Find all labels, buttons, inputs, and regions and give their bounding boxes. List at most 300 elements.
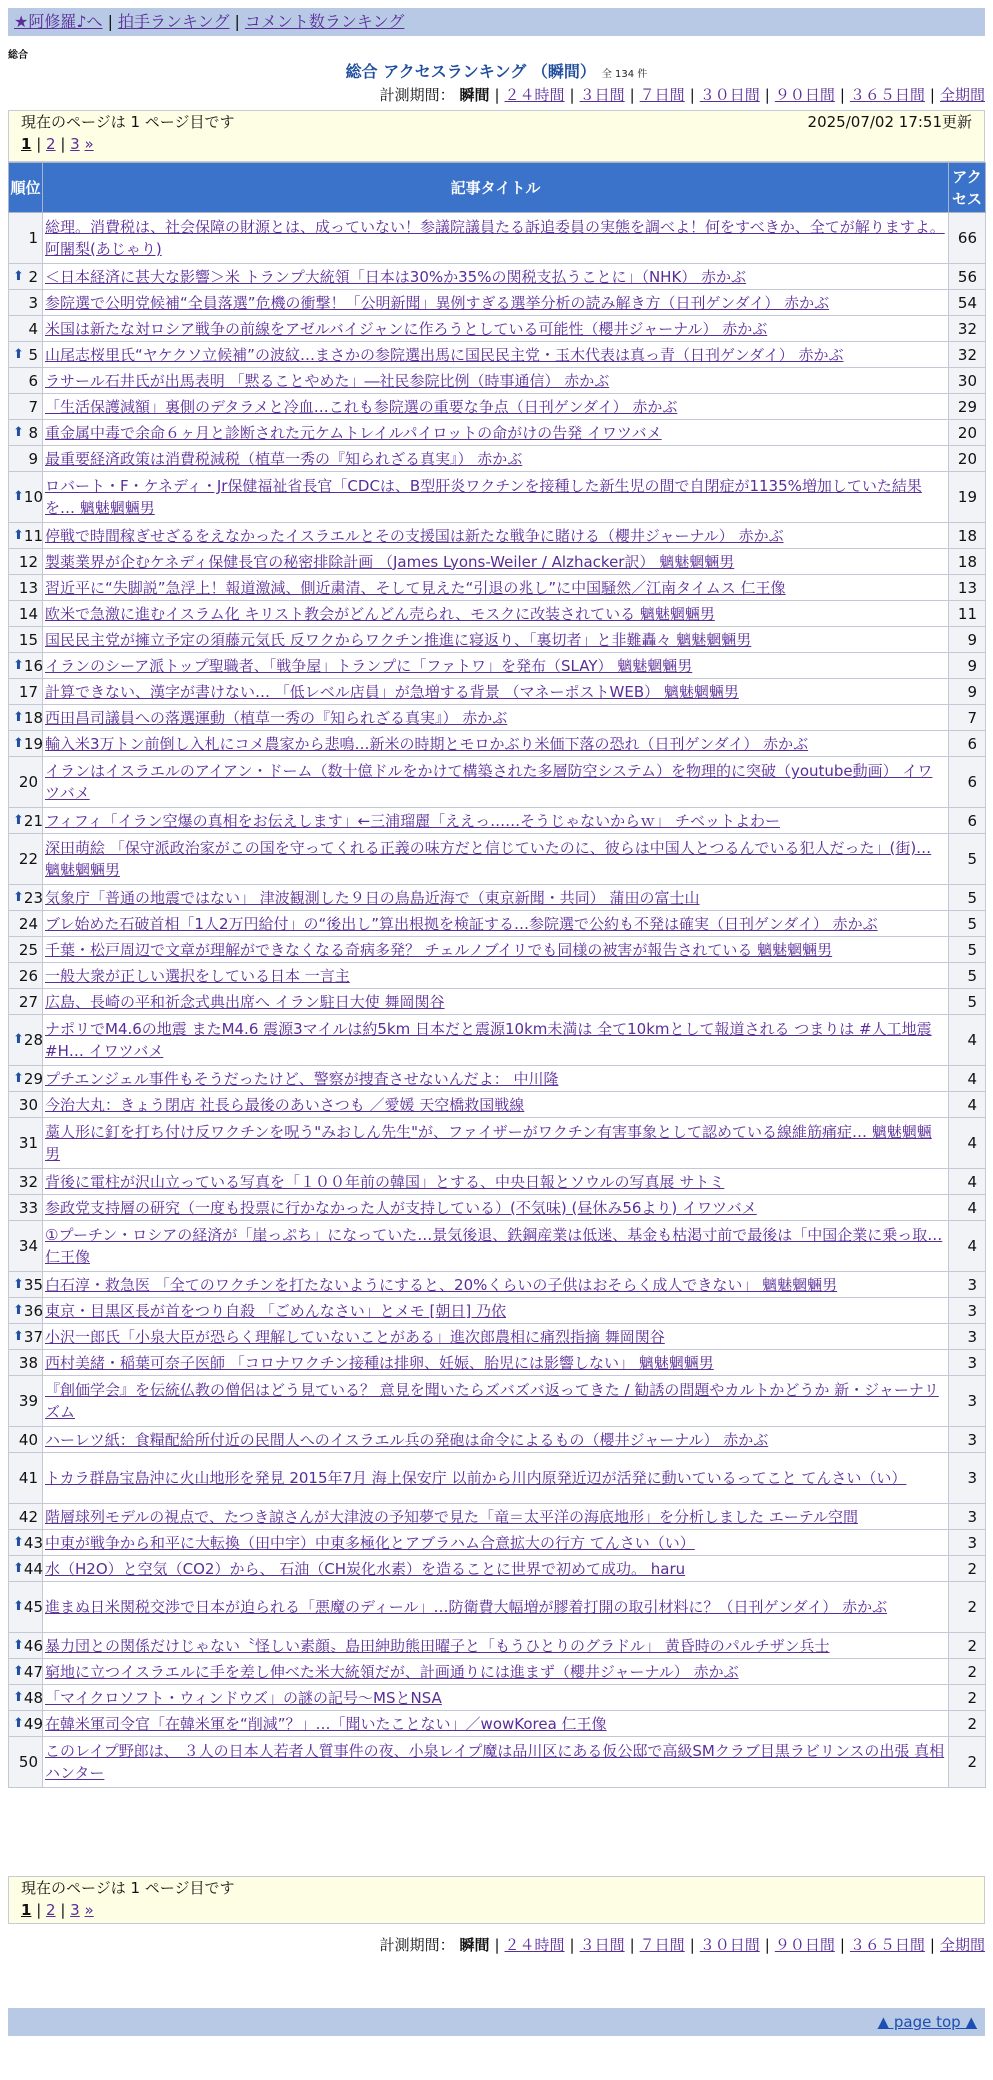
access-count: 2: [949, 1659, 986, 1685]
article-title-link[interactable]: 千葉・松戸周辺で文章が理解ができなくなる奇病多発？ チェルノブイリでも同様の被害が報告されている 魑魅魍魎男: [45, 940, 833, 959]
access-count: 3: [949, 1298, 986, 1324]
table-row: [9, 1066, 986, 1092]
rank-up-arrow-icon: ⬆: [13, 1070, 24, 1086]
article-title-link[interactable]: 『創価学会』を伝統仏教の僧侶はどう見ている？ 意見を聞いたらズバズバ返ってきた / 勧誘の問題やカルトかどうか 新・ジャーナリズム: [45, 1381, 939, 1421]
title-cell: [43, 1350, 949, 1376]
rank-number: 38: [18, 1353, 38, 1372]
rank-number: 49: [23, 1714, 43, 1733]
table-row: [9, 523, 986, 549]
access-count: 6: [949, 808, 986, 834]
access-count: 66: [949, 213, 986, 264]
updated-timestamp: 2025/07/02 17:51更新: [807, 113, 972, 131]
period-link-365d[interactable]: ３６５日間: [849, 86, 925, 104]
access-count: 2: [949, 1685, 986, 1711]
page-info-top: [8, 110, 985, 162]
table-row: [9, 1195, 986, 1221]
rank-cell: [9, 757, 43, 808]
title-cell: [43, 1685, 949, 1711]
title-cell: [43, 1556, 949, 1582]
title-cell: [43, 1530, 949, 1556]
rank-cell: [9, 523, 43, 549]
rank-number: 29: [23, 1069, 43, 1088]
title-cell: [43, 911, 949, 937]
table-row: [9, 1582, 986, 1633]
table-row: [9, 1737, 986, 1788]
article-title-link[interactable]: 参政党支持層の研究（一度も投票に行かなかった人が支持している）(不気味) (昼休み56より) イワツバメ: [45, 1198, 757, 1217]
article-title-link[interactable]: トカラ群島宝島沖に火山地形を発見 2015年7月 海上保安庁 以前から川内原発近辺が活発に動いているってこと てんさい（い）: [45, 1469, 907, 1487]
article-title-link[interactable]: 進まぬ日米関税交渉で日本が迫られる「悪魔のディール」…防衛費大幅増が膠着打開の取引材料に？（日刊ゲンダイ） 赤かぶ: [45, 1598, 888, 1616]
rank-cell: [9, 1504, 43, 1530]
title-cell: [43, 601, 949, 627]
rank-up-arrow-icon: ⬆: [13, 346, 24, 362]
rank-cell: [9, 1659, 43, 1685]
rank-number: 9: [28, 449, 38, 468]
table-row: [9, 1015, 986, 1066]
table-row: [9, 446, 986, 472]
rank-number: 27: [18, 992, 38, 1011]
rank-number: 11: [23, 526, 43, 545]
table-row: [9, 342, 986, 368]
rank-up-arrow-icon: ⬆: [13, 1328, 24, 1344]
rank-cell: [9, 808, 43, 834]
rank-number: 44: [23, 1559, 43, 1578]
current-page-text: 現在のページは 1 ページ目です: [21, 113, 235, 131]
access-count: 3: [949, 1376, 986, 1427]
top-nav-bar: [8, 8, 985, 36]
table-row: [9, 885, 986, 911]
rank-up-arrow-icon: ⬆: [13, 1715, 24, 1731]
access-count: 30: [949, 368, 986, 394]
title-cell: [43, 1633, 949, 1659]
rank-cell: [9, 394, 43, 420]
table-row: [9, 290, 986, 316]
table-row: [9, 1530, 986, 1556]
rank-cell: [9, 1711, 43, 1737]
article-title-link[interactable]: 小沢一郎氏「小泉大臣が恐らく理解していないことがある」進次郎農相に痛烈指摘 舞岡関谷: [45, 1327, 665, 1346]
access-count: 20: [949, 420, 986, 446]
nav-link-applause-ranking[interactable]: 拍手ランキング: [117, 12, 230, 31]
table-row: [9, 549, 986, 575]
access-count: 2: [949, 1556, 986, 1582]
rank-cell: [9, 316, 43, 342]
rank-up-arrow-icon: ⬆: [13, 268, 24, 284]
period-selector-bottom: 計測期間： 瞬間 | ２４時間 | ３日間 | ７日間 | ３０日間 | ９０日間 | ３６５日間 | 全期間: [379, 1936, 985, 1954]
title-cell: [43, 705, 949, 731]
period-label: 計測期間：: [379, 86, 455, 104]
article-title-link[interactable]: 米国は新たな対ロシア戦争の前線をアゼルバイジャンに作ろうとしている可能性（櫻井ジャーナル） 赤かぶ: [45, 319, 768, 338]
article-title-link[interactable]: フィフィ「イラン空爆の真相をお伝えします」←三浦瑠麗「ええっ……そうじゃないからｗ」 チベットよわー: [45, 811, 780, 830]
period-link-24h[interactable]: ２４時間: [504, 86, 565, 104]
title-cell: [43, 1711, 949, 1737]
table-row: [9, 1118, 986, 1169]
rank-cell: [9, 989, 43, 1015]
page-current: 1: [21, 135, 32, 153]
article-title-link[interactable]: 一般大衆が正しい選択をしている日本 一言主: [45, 966, 350, 985]
rank-number: 45: [23, 1598, 43, 1616]
rank-number: 24: [18, 914, 38, 933]
article-title-link[interactable]: 白石淳・救急医 「全てのワクチンを打たないようにすると、20%くらいの子供はおそらく成人できない」 魑魅魍魎男: [45, 1275, 838, 1294]
rank-number: 36: [23, 1301, 43, 1320]
rank-cell: [9, 1633, 43, 1659]
article-title-link[interactable]: 気象庁「普通の地震ではない」 津波観測した９日の鳥島近海で（東京新聞・共同） 蒲田の富士山: [45, 888, 700, 907]
article-title-link[interactable]: イランのシーア派トップ聖職者、「戦争屋」トランプに「ファトワ」を発布（SLAY） 魑魅魍魎男: [45, 656, 693, 675]
rank-number: 43: [23, 1533, 43, 1552]
access-count: 6: [949, 731, 986, 757]
rank-number: 16: [23, 656, 43, 675]
rank-number: 1: [28, 229, 38, 247]
period-link-24h[interactable]: ２４時間: [504, 1936, 565, 1954]
access-count: 20: [949, 446, 986, 472]
rank-number: 33: [18, 1198, 38, 1217]
title-cell: [43, 575, 949, 601]
access-count: 9: [949, 627, 986, 653]
rank-up-arrow-icon: ⬆: [13, 889, 24, 905]
article-title-link[interactable]: 製薬業界が企むケネディ保健長官の秘密排除計画 （James Lyons-Weiler / Alzhacker訳） 魑魅魍魎男: [45, 552, 735, 571]
access-count: 5: [949, 885, 986, 911]
title-cell: [43, 963, 949, 989]
title-cell: [43, 549, 949, 575]
rank-cell: [9, 1272, 43, 1298]
access-count: 4: [949, 1221, 986, 1272]
access-count: 4: [949, 1195, 986, 1221]
article-title-link[interactable]: 水（H2O）と空気（CO2）から、 石油（CH炭化水素）を造ることに世界で初めて成功。 haru: [45, 1559, 686, 1578]
article-title-link[interactable]: ナポリでM4.6の地震 またM4.6 震源3マイルは約5km 日本だと震源10km未満は 全て10kmとして報道される つまりは #人工地震 #H… イワツバメ: [45, 1020, 932, 1060]
nav-separator: |: [234, 12, 240, 31]
article-title-link[interactable]: ＜日本経済に甚大な影響＞米 トランプ大統領「日本は30%か35%の関税支払うことに」（NHK） 赤かぶ: [45, 267, 747, 286]
rank-number: 6: [28, 371, 38, 390]
table-row: [9, 316, 986, 342]
table-row: [9, 1427, 986, 1453]
rank-cell: [9, 264, 43, 290]
access-count: 2: [949, 1711, 986, 1737]
table-row: [9, 213, 986, 264]
period-selector-top: 計測期間： 瞬間 | ２４時間 | ３日間 | ７日間 | ３０日間 | ９０日間 | ３６５日間 | 全期間: [379, 86, 985, 104]
rank-up-arrow-icon: ⬆: [13, 1560, 24, 1576]
article-title-link[interactable]: 「生活保護減額」裏側のデタラメと冷血…これも参院選の重要な争点（日刊ゲンダイ） 赤かぶ: [45, 397, 678, 416]
rank-number: 48: [23, 1688, 43, 1707]
col-header-title: 記事タイトル: [43, 163, 949, 213]
rank-number: 42: [18, 1507, 38, 1526]
article-title-link[interactable]: 暴力団との関係だけじゃない〝怪しい素顔〟島田紳助熊田曜子と「もうひとりのグラドル」 黄昏時のパルチザン兵士: [45, 1636, 830, 1655]
rank-cell: [9, 446, 43, 472]
page-link-3[interactable]: 3: [70, 1901, 80, 1919]
access-count: 11: [949, 601, 986, 627]
access-count: 4: [949, 1169, 986, 1195]
rank-number: 14: [18, 604, 38, 623]
ranking-table-container: [8, 162, 985, 1788]
rank-number: 30: [18, 1095, 38, 1114]
title-cell: [43, 1453, 949, 1504]
period-link-3d[interactable]: ３日間: [579, 1936, 625, 1954]
bottom-bar: [8, 2008, 985, 2036]
rank-up-arrow-icon: ⬆: [13, 527, 24, 543]
rank-cell: [9, 1350, 43, 1376]
article-title-link[interactable]: 輸入米3万トン前倒し入札にコメ農家から悲鳴…新米の時期とモロかぶり米価下落の恐れ（日刊ゲンダイ） 赤かぶ: [45, 734, 809, 753]
period-link-90d[interactable]: ９０日間: [774, 86, 835, 104]
rank-cell: [9, 1066, 43, 1092]
rank-number: 4: [28, 319, 38, 338]
rank-number: 2: [28, 267, 38, 286]
rank-cell: [9, 1530, 43, 1556]
article-title-link[interactable]: 総理。消費税は、社会保障の財源とは、成っていない！参議院議員たる訴追委員の実態を調べよ！何をすべきか、全てが解りますよ。 阿闍梨(あじゃり): [45, 218, 945, 258]
access-count: 4: [949, 1118, 986, 1169]
table-row: [9, 420, 986, 446]
access-count: 2: [949, 1737, 986, 1788]
rank-cell: [9, 963, 43, 989]
rank-cell: [9, 937, 43, 963]
rank-up-arrow-icon: ⬆: [13, 657, 24, 673]
table-row: [9, 1659, 986, 1685]
rank-cell: [9, 1169, 43, 1195]
access-count: 9: [949, 653, 986, 679]
article-title-link[interactable]: ①プーチン・ロシアの経済が「崖っぷち」になっていた…景気後退、鉄鋼産業は低迷、基金も枯渇寸前で最後は「中国企業に乗っ取… 仁王像: [45, 1226, 943, 1266]
page-next-link[interactable]: »: [84, 1901, 94, 1919]
access-count: 29: [949, 394, 986, 420]
title-cell: [43, 1582, 949, 1633]
title-cell: [43, 394, 949, 420]
rank-cell: [9, 549, 43, 575]
period-link-365d[interactable]: ３６５日間: [849, 1936, 925, 1954]
access-count: 2: [949, 1582, 986, 1633]
access-count: 3: [949, 1453, 986, 1504]
period-current: 瞬間: [459, 86, 490, 104]
rank-cell: [9, 601, 43, 627]
table-row: [9, 679, 986, 705]
access-count: 32: [949, 342, 986, 368]
rank-number: 50: [18, 1753, 38, 1771]
current-page-text: 現在のページは 1 ページ目です: [21, 1879, 235, 1897]
access-count: 5: [949, 963, 986, 989]
rank-number: 47: [23, 1662, 43, 1681]
title-cell: [43, 1221, 949, 1272]
title-cell: [43, 1195, 949, 1221]
rank-number: 5: [28, 345, 38, 364]
page-link-2[interactable]: 2: [46, 1901, 56, 1919]
article-title-link[interactable]: 窮地に立つイスラエルに手を差し伸べた米大統領だが、計画通りには進まず（櫻井ジャーナル） 赤かぶ: [45, 1662, 739, 1681]
title-cell: [43, 937, 949, 963]
article-title-link[interactable]: ハーレツ紙：食糧配給所付近の民間人へのイスラエル兵の発砲は命令によるもの（櫻井ジャーナル） 赤かぶ: [45, 1430, 769, 1449]
rank-number: 19: [23, 734, 43, 753]
rank-cell: [9, 885, 43, 911]
article-title-link[interactable]: ブレ始めた石破首相「1人2万円給付」の“後出し”算出根拠を検証する…参院選で公約も不発は確実（日刊ゲンダイ） 赤かぶ: [45, 914, 878, 933]
rank-number: 32: [18, 1172, 38, 1191]
title-cell: [43, 1092, 949, 1118]
article-title-link[interactable]: 国民民主党が擁立予定の須藤元気氏 反ワクからワクチン推進に寝返り、「裏切者」と非難轟々 魑魅魍魎男: [45, 630, 752, 649]
table-row: [9, 757, 986, 808]
title-cell: [43, 1659, 949, 1685]
title-cell: [43, 1427, 949, 1453]
article-title-link[interactable]: 広島、長崎の平和祈念式典出席へ イラン駐日大使 舞岡関谷: [45, 992, 445, 1011]
rank-cell: [9, 1376, 43, 1427]
rank-cell: [9, 1582, 43, 1633]
rank-number: 34: [18, 1237, 38, 1255]
access-count: 5: [949, 989, 986, 1015]
period-link-all[interactable]: 全期間: [939, 86, 985, 104]
page-title: [0, 62, 993, 85]
access-count: 3: [949, 1530, 986, 1556]
article-title-link[interactable]: 最重要経済政策は消費税減税（植草一秀の『知られざる真実』） 赤かぶ: [45, 449, 523, 468]
article-title-link[interactable]: 在韓米軍司令官「在韓米軍を“削減”？」…「聞いたことない」／wowKorea 仁王像: [45, 1714, 607, 1733]
article-title-link[interactable]: 東京・目黒区長が首をつり自殺 「ごめんなさい」とメモ [朝日] 乃依: [45, 1301, 507, 1320]
rank-cell: [9, 472, 43, 523]
article-title-link[interactable]: 参院選で公明党候補“全員落選”危機の衝撃！「公明新聞」異例すぎる選挙分析の読み解き方（日刊ゲンダイ） 赤かぶ: [45, 293, 830, 312]
access-count: 18: [949, 523, 986, 549]
title-cell: [43, 885, 949, 911]
rank-up-arrow-icon: ⬆: [13, 709, 24, 725]
rank-cell: [9, 213, 43, 264]
article-title-link[interactable]: 重金属中毒で余命６ヶ月と診断された元ケムトレイルパイロットの命がけの告発 イワツバメ: [45, 423, 662, 442]
article-title-link[interactable]: 西村美緒・稲葉可奈子医師 「コロナワクチン接種は排卵、妊娠、胎児には影響しない」 魑魅魍魎男: [45, 1353, 714, 1372]
access-count: 13: [949, 575, 986, 601]
table-row: [9, 1685, 986, 1711]
article-title-link[interactable]: このレイプ野郎は、 ３人の日本人若者人質事件の夜、小泉レイプ魔は品川区にある仮公邸で高級SMクラブ目黒ラビリンスの出張 真相ハンター: [45, 1742, 945, 1782]
table-row: [9, 472, 986, 523]
article-title-link[interactable]: ラサール石井氏が出馬表明 「黙ることやめた」―社民参院比例（時事通信） 赤かぶ: [45, 371, 610, 390]
ranking-table: [8, 162, 986, 1788]
table-row: [9, 1272, 986, 1298]
article-title-link[interactable]: 欧米で急激に進むイスラム化 キリスト教会がどんどん売られ、モスクに改装されている 魑魅魍魎男: [45, 604, 715, 623]
title-cell: [43, 834, 949, 885]
access-count: 9: [949, 679, 986, 705]
title-cell: [43, 446, 949, 472]
table-row: [9, 808, 986, 834]
table-row: [9, 1350, 986, 1376]
period-link-all[interactable]: 全期間: [939, 1936, 985, 1954]
title-cell: [43, 213, 949, 264]
access-count: 6: [949, 757, 986, 808]
rank-cell: [9, 342, 43, 368]
rank-number: 21: [23, 811, 43, 830]
page-link-2[interactable]: 2: [46, 135, 56, 153]
article-title-link[interactable]: 中東が戦争から和平に大転換（田中宇）中東多極化とアブラハム合意拡大の行方 てんさい（い）: [45, 1533, 695, 1552]
page-title-text: 総合 アクセスランキング （瞬間）: [345, 62, 596, 81]
total-count: 全 134 件: [601, 69, 648, 80]
table-row: [9, 1221, 986, 1272]
period-link-30d[interactable]: ３０日間: [699, 86, 760, 104]
rank-number: 12: [18, 552, 38, 571]
access-count: 5: [949, 834, 986, 885]
title-cell: [43, 368, 949, 394]
article-title-link[interactable]: ロバート・F・ケネディ・Jr保健福祉省長官「CDCは、B型肝炎ワクチンを接種した新生児の間で自閉症が1135%増加していた結果を… 魑魅魍魎男: [45, 477, 922, 517]
table-row: [9, 575, 986, 601]
title-cell: [43, 264, 949, 290]
article-title-link[interactable]: 「マイクロソフト・ウィンドウズ」の謎の記号〜MSとNSA: [45, 1688, 442, 1707]
article-title-link[interactable]: 停戦で時間稼ぎせざるをえなかったイスラエルとその支援国は新たな戦争に賭ける（櫻井ジャーナル） 赤かぶ: [45, 526, 784, 545]
table-row: [9, 264, 986, 290]
title-cell: [43, 808, 949, 834]
rank-cell: [9, 653, 43, 679]
access-count: 4: [949, 1092, 986, 1118]
ranking-rows: [9, 213, 986, 1788]
article-title-link[interactable]: プチエンジェル事件もそうだったけど、警察が捜査させないんだよ： 中川隆: [45, 1069, 559, 1088]
access-count: 3: [949, 1427, 986, 1453]
article-title-link[interactable]: 階層球列モデルの視点で、たつき諒さんが大津波の予知夢で見た「竜＝太平洋の海底地形」を分析しました エーテル空間: [45, 1507, 858, 1526]
table-row: [9, 1324, 986, 1350]
title-cell: [43, 316, 949, 342]
title-cell: [43, 1118, 949, 1169]
rank-up-arrow-icon: ⬆: [13, 1032, 24, 1047]
title-cell: [43, 1015, 949, 1066]
table-row: [9, 1711, 986, 1737]
page-next-link[interactable]: »: [84, 135, 94, 153]
title-cell: [43, 679, 949, 705]
article-title-link[interactable]: 計算できない、漢字が書けない… 「低レベル店員」が急増する背景 （マネーポストWEB） 魑魅魍魎男: [45, 682, 739, 701]
access-count: 56: [949, 264, 986, 290]
title-cell: [43, 472, 949, 523]
page-link-3[interactable]: 3: [70, 135, 80, 153]
rank-cell: [9, 1298, 43, 1324]
access-count: 2: [949, 1633, 986, 1659]
table-row: [9, 1169, 986, 1195]
rank-up-arrow-icon: ⬆: [13, 1689, 24, 1705]
article-title-link[interactable]: 習近平に“失脚説”急浮上！報道激減、側近粛清、そして見えた“引退の兆し”に中国騒然／江南タイムス 仁王像: [45, 578, 786, 597]
article-title-link[interactable]: 山尾志桜里氏“ヤケクソ立候補”の波紋…まさかの参院選出馬に国民民主党・玉木代表は真っ青（日刊ゲンダイ） 赤かぶ: [45, 345, 844, 364]
access-count: 7: [949, 705, 986, 731]
access-count: 3: [949, 1324, 986, 1350]
col-header-access: アクセス: [949, 163, 986, 213]
nav-link-comment-ranking[interactable]: コメント数ランキング: [244, 12, 405, 31]
rank-number: 26: [18, 966, 38, 985]
article-title-link[interactable]: 深田萌絵 「保守派政治家がこの国を守ってくれる正義の味方だと信じていたのに、彼らは中国人とつるんでいる犯人だった」(街)… 魑魅魍魎男: [45, 839, 932, 879]
rank-number: 13: [18, 578, 38, 597]
article-title-link[interactable]: 背後に電柱が沢山立っている写真を「１００年前の韓国」とする、中央日報とソウルの写真展 サトミ: [45, 1172, 725, 1191]
rank-cell: [9, 420, 43, 446]
table-row: [9, 627, 986, 653]
rank-cell: [9, 627, 43, 653]
page-top-link[interactable]: ▲ page top ▲: [877, 2013, 977, 2031]
rank-cell: [9, 731, 43, 757]
access-count: 54: [949, 290, 986, 316]
rank-cell: [9, 911, 43, 937]
article-title-link[interactable]: 西田昌司議員への落選運動（植草一秀の『知られざる真実』） 赤かぶ: [45, 708, 508, 727]
article-title-link[interactable]: 藁人形に釘を打ち付け反ワクチンを呪う"みおしん先生"が、ファイザーがワクチン有害事象として認めている線維筋痛症… 魑魅魍魎男: [45, 1123, 932, 1163]
access-count: 5: [949, 937, 986, 963]
rank-number: 37: [23, 1327, 43, 1346]
title-cell: [43, 989, 949, 1015]
article-title-link[interactable]: 今治大丸：きょう閉店 社長ら最後のあいさつも ／愛媛 天空橋救国戦線: [45, 1095, 525, 1114]
title-cell: [43, 1066, 949, 1092]
table-row: [9, 653, 986, 679]
table-row: [9, 731, 986, 757]
rank-number: 46: [23, 1636, 43, 1655]
rank-up-arrow-icon: ⬆: [13, 1276, 24, 1292]
table-row: [9, 1556, 986, 1582]
rank-number: 41: [18, 1469, 38, 1487]
rank-cell: [9, 1453, 43, 1504]
nav-link-asyura-home[interactable]: ★阿修羅♪へ: [14, 12, 103, 31]
period-link-3d[interactable]: ３日間: [579, 86, 625, 104]
rank-cell: [9, 1737, 43, 1788]
period-link-30d[interactable]: ３０日間: [699, 1936, 760, 1954]
period-link-7d[interactable]: ７日間: [639, 1936, 685, 1954]
title-cell: [43, 653, 949, 679]
rank-number: 10: [23, 488, 43, 506]
period-link-7d[interactable]: ７日間: [639, 86, 685, 104]
rank-number: 31: [18, 1134, 38, 1152]
table-row: [9, 368, 986, 394]
period-link-90d[interactable]: ９０日間: [774, 1936, 835, 1954]
rank-cell: [9, 368, 43, 394]
rank-number: 8: [28, 423, 38, 442]
page-info-bottom: [8, 1876, 985, 1924]
access-count: 32: [949, 316, 986, 342]
article-title-link[interactable]: イランはイスラエルのアイアン・ドーム（数十億ドルをかけて構築された多層防空システム）を物理的に突破（youtube動画） イワツバメ: [45, 762, 933, 802]
title-cell: [43, 1737, 949, 1788]
table-row: [9, 1453, 986, 1504]
title-cell: [43, 1376, 949, 1427]
table-row: [9, 1298, 986, 1324]
rank-number: 35: [23, 1275, 43, 1294]
